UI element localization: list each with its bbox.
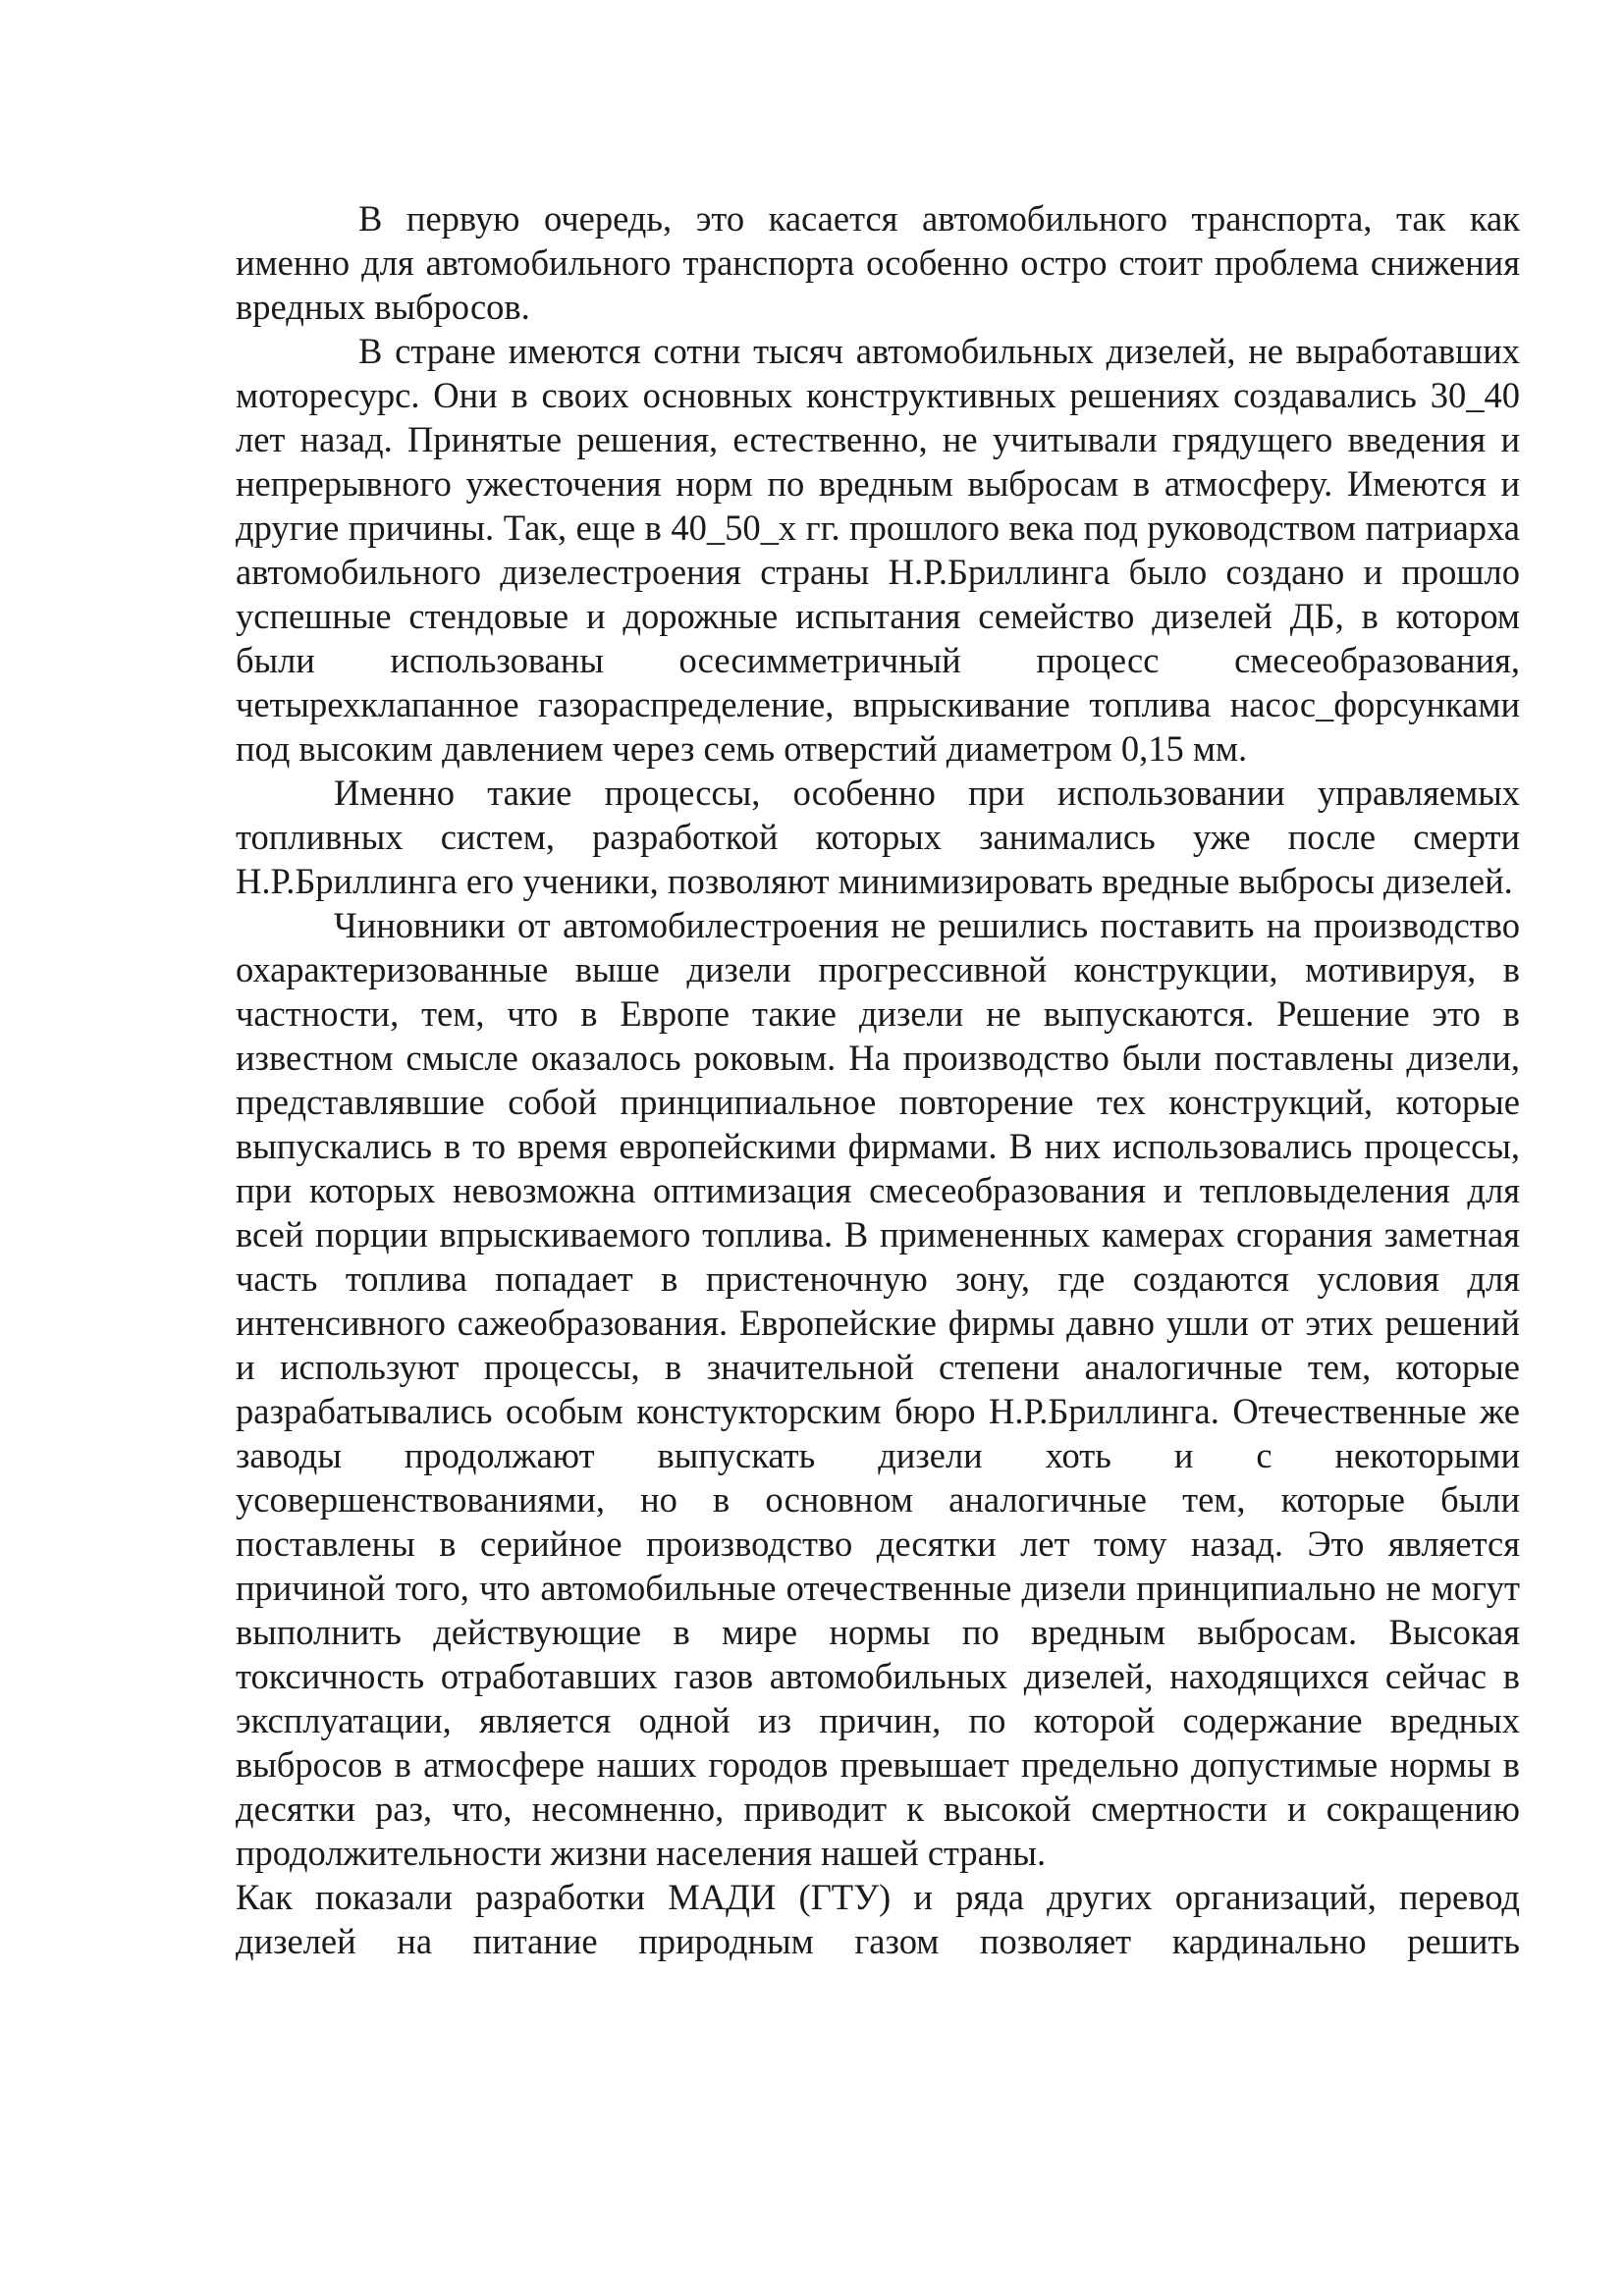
- paragraph-3: Именно такие процессы, особенно при использовании управляемых топливных систем, разработкой которых занимались уже после смерти Н.Р.Бриллинга его ученики, позволяют минимизировать вредные выбросы дизелей.: [236, 773, 1520, 901]
- paragraph-5: Как показали разработки МАДИ (ГТУ) и ряда других организаций, перевод дизелей на питание природным газом позволяет кардинально решить: [236, 1877, 1520, 1961]
- paragraph-4: Чиновники от автомобилестроения не решились поставить на производство охарактеризованные выше дизели прогрессивной конструкции, мотивируя, в частности, тем, что в Европе такие дизели не выпускаются. Решение это в известном смысле оказалось роковым. На производство были поставлены дизели, представлявшие собой принципиальное повторение тех конструкций, которые выпускались в то время европейскими фирмами. В них использовались процессы, при которых невозможна оптимизация смесеобразования и тепловыделения для всей порции впрыскиваемого топлива. В примененных камерах сгорания заметная часть топлива попадает в пристеночную зону, где создаются условия для интенсивного сажеобразования. Европейские фирмы давно ушли от этих решений и используют процессы, в значительной степени аналогичные тем, которые разрабатывались особым констукторским бюро Н.Р.Бриллинга. Отечественные же заводы продолжают выпускать дизели хоть и с некоторыми усовершенствованиями, но в основном аналогичные тем, которые были поставлены в серийное производство десятки лет тому назад. Это является причиной того, что автомобильные отечественные дизели принципиально не могут выполнить действующие в мире нормы по вредным выбросам. Высокая токсичность отработавших газов автомобильных дизелей, находящихся сейчас в эксплуатации, является одной из причин, по которой содержание вредных выбросов в атмосфере наших городов превышает предельно допустимые нормы в десятки раз, что, несомненно, приводит к высокой смертности и сокращению продолжительности жизни населения нашей страны.: [236, 905, 1520, 1873]
- paragraph-1: В первую очередь, это касается автомобильного транспорта, так как именно для автомобильного транспорта особенно остро стоит проблема снижения вредных выбросов.: [236, 198, 1520, 327]
- paragraph-2: В стране имеются сотни тысяч автомобильных дизелей, не выработавших моторесурс. Они в своих основных конструктивных решениях создавались 30_40 лет назад. Принятые решения, естественно, не учитывали грядущего введения и непрерывного ужесточения норм по вредным выбросам в атмосферу. Имеются и другие причины. Так, еще в 40_50_х гг. прошлого века под руководством патриарха автомобильного дизелестроения страны Н.Р.Бриллинга было создано и прошло успешные стендовые и дорожные испытания семейство дизелей ДБ, в котором были использованы осесимметричный процесс смесеобразования, четырехклапанное газораспределение, впрыскивание топлива насос_форсунками под высоким давлением через семь отверстий диаметром 0,15 мм.: [236, 331, 1520, 769]
- document-page: [236, 196, 1520, 1963]
